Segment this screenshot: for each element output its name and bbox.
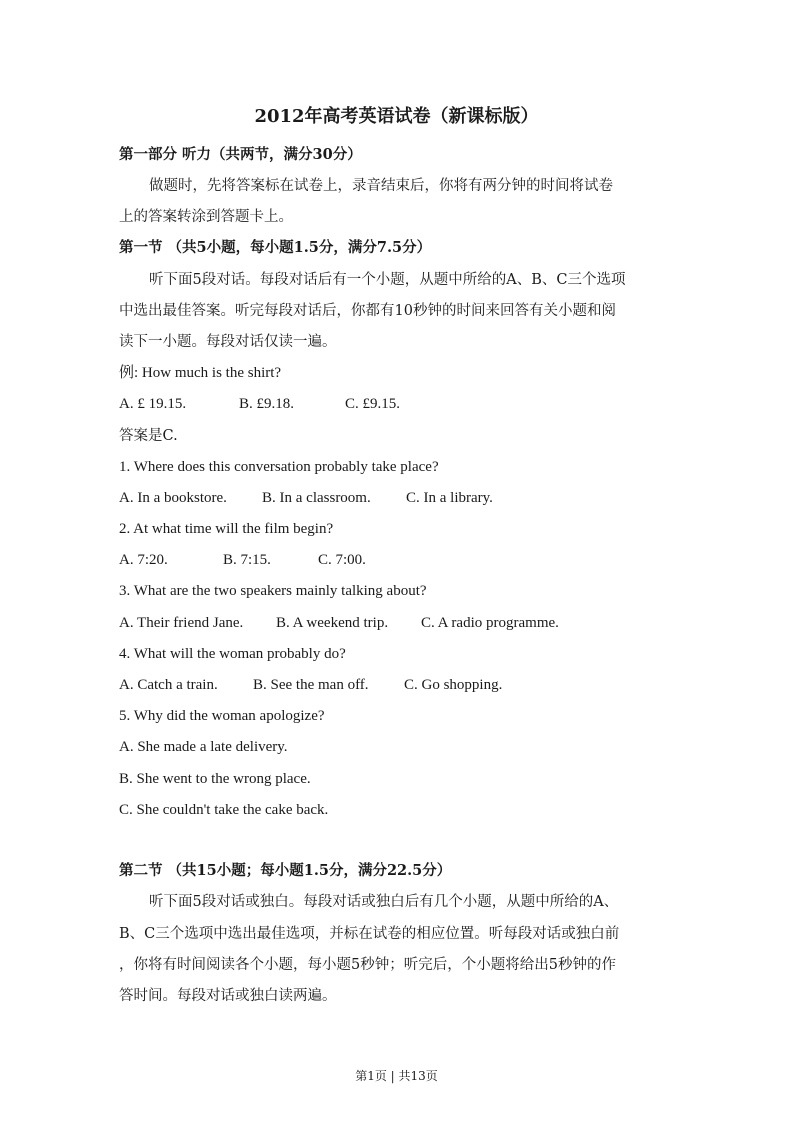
question-4-option-a: A. Catch a train. [119,677,218,693]
part1-instruction-line-1: 做题时，先将答案标在试卷上，录音结束后，你将有两分钟的时间将试卷 [149,178,613,194]
question-4-option-c: C. Go shopping. [404,677,503,693]
question-3: 3. What are the two speakers mainly talking about? [119,583,427,599]
section2-instruction-line-2: B、C三个选项中选出最佳选项，并标在试卷的相应位置。听每段对话或独白前 [119,926,620,942]
question-3-option-c: C. A radio programme. [421,615,559,631]
page-title: 2012年高考英语试卷（新课标版） [254,106,539,127]
question-3-option-b: B. A weekend trip. [276,615,389,631]
question-5-option-c: C. She couldn't take the cake back. [119,802,329,818]
section2-instruction-line-4: 答时间。每段对话或独白读两遍。 [119,988,337,1004]
example-answer: 答案是C. [119,428,178,444]
question-2-option-c: C. 7:00. [318,552,366,568]
question-5-option-a: A. She made a late delivery. [119,739,288,755]
section1-instruction-line-3: 读下一小题。每段对话仅读一遍。 [119,334,337,350]
example-option-a: A. £ 19.15. [119,396,187,412]
section2-instruction-line-3: ，你将有时间阅读各个小题，每小题5秒钟；听完后，个小题将给出5秒钟的作 [119,957,616,973]
question-1-option-b: B. In a classroom. [262,490,371,506]
section1-instruction-line-1: 听下面5段对话。每段对话后有一个小题，从题中所给的A、B、C三个选项 [149,272,626,288]
question-4: 4. What will the woman probably do? [119,646,346,662]
section2-heading: 第二节 （共15小题；每小题1.5分，满分22.5分） [119,862,452,879]
section1-instruction-line-2: 中选出最佳答案。听完每段对话后，你都有10秒钟的时间来回答有关小题和阅 [119,303,616,319]
question-1: 1. Where does this conversation probably take place? [119,459,439,475]
question-2-option-a: A. 7:20. [119,552,168,568]
part1-heading: 第一部分 听力（共两节，满分30分） [119,146,362,163]
question-5: 5. Why did the woman apologize? [119,708,325,724]
question-5-option-b: B. She went to the wrong place. [119,771,311,787]
section1-heading: 第一节 （共5小题，每小题1.5分，满分7.5分） [119,239,432,256]
question-2: 2. At what time will the film begin? [119,521,334,537]
question-1-option-c: C. In a library. [406,490,493,506]
section2-instruction-line-1: 听下面5段对话或独白。每段对话或独白后有几个小题，从题中所给的A、 [149,894,619,910]
example-question: 例: How much is the shirt? [119,365,282,381]
page-footer: 第1页 | 共13页 [355,1069,438,1083]
question-3-option-a: A. Their friend Jane. [119,615,244,631]
question-1-option-a: A. In a bookstore. [119,490,227,506]
example-option-c: C. £9.15. [345,396,401,412]
question-4-option-b: B. See the man off. [253,677,369,693]
question-2-option-b: B. 7:15. [223,552,271,568]
example-option-b: B. £9.18. [239,396,295,412]
part1-instruction-line-2: 上的答案转涂到答题卡上。 [119,209,293,225]
